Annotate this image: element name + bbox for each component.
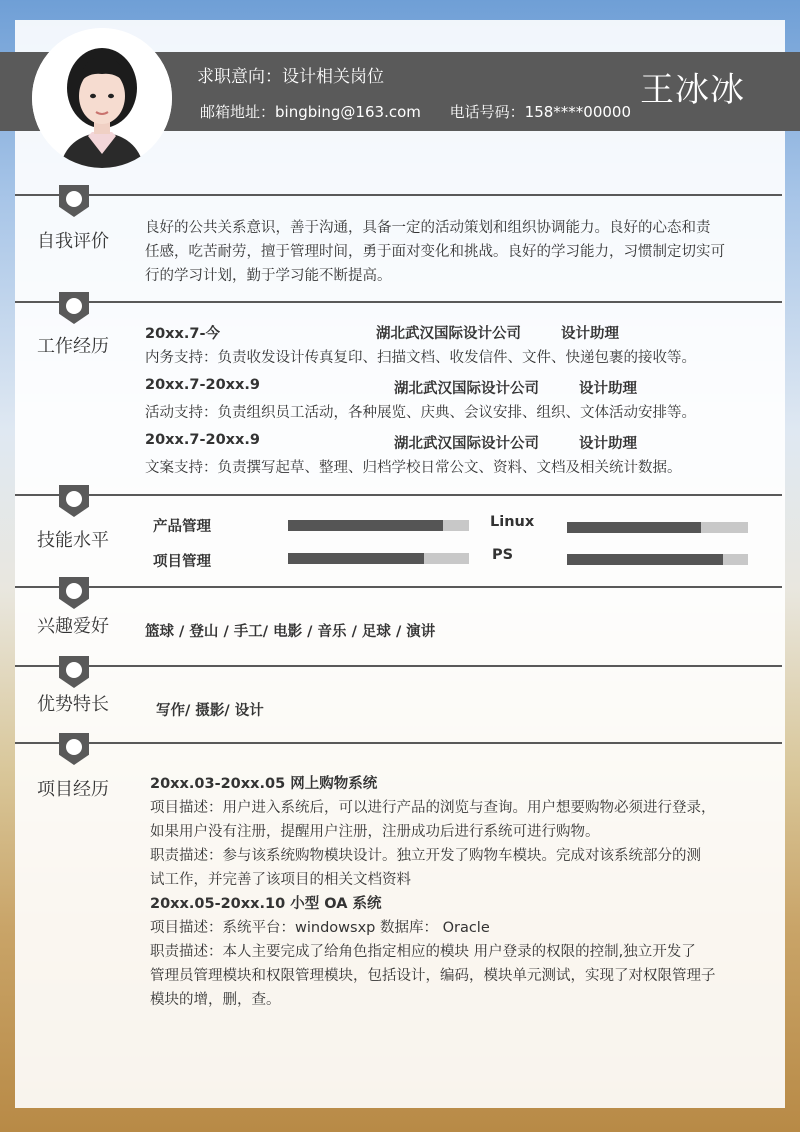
section-divider [15,494,782,496]
skill-bar [567,522,748,533]
work-company: 湖北武汉国际设计公司 [394,436,539,452]
work-date: 20xx.7-20xx.9 [145,377,260,393]
project-line: 项目描述：用户进入系统后，可以进行产品的浏览与查询。用户想要购物必须进行登录， [150,800,716,816]
project-line: 试工作，并完善了该项目的相关文档资料 [150,872,411,888]
project-line: 职责描述：参与该系统购物模块设计。独立开发了购物车模块。完成对该系统部分的测 [150,848,701,864]
project-block [150,772,780,1012]
self-eval-line: 任感，吃苦耐劳，擅于管理时间，勇于面对变化和挑战。良好的学习能力，习惯制定切实可 [145,244,725,260]
profile-photo [32,28,172,168]
skill-bar-fill [288,553,424,564]
hobbies-text: 篮球 / 登山 / 手工/ 电影 / 音乐 / 足球 / 演讲 [145,624,436,640]
project-line: 职责描述：本人主要完成了给角色指定相应的模块 用户登录的权限的控制,独立开发了 [150,944,696,960]
self-eval-line: 良好的公共关系意识，善于沟通，具备一定的活动策划和组织协调能力。良好的心态和责 [145,220,711,236]
self-eval-text [145,216,775,288]
skill-bar-fill [567,554,723,565]
section-title-self: 自我评价 [37,231,109,252]
skill-label: 项目管理 [153,554,211,570]
project-line: 管理员管理模块和权限管理模块，包括设计，编码，模块单元测试，实现了对权限管理子 [150,968,716,984]
skill-label: PS [492,547,514,563]
work-desc: 活动支持：负责组织员工活动，各种展览、庆典、会议安排、组织、文体活动安排等。 [145,405,696,421]
section-title-skills: 技能水平 [37,530,109,551]
project-title: 20xx.03-20xx.05 网上购物系统 [150,776,378,792]
job-target: 求职意向：设计相关岗位 [197,67,384,87]
work-date: 20xx.7-今 [145,326,220,342]
section-divider [15,742,782,744]
section-title-hobby: 兴趣爱好 [37,616,109,637]
work-role: 设计助理 [579,436,637,452]
project-title: 20xx.05-20xx.10 小型 OA 系统 [150,896,382,912]
skill-label: Linux [490,514,535,530]
work-role: 设计助理 [561,326,619,342]
project-line: 模块的增，删，查。 [150,992,281,1008]
phone-text: 电话号码：158****00000 [449,103,632,121]
skill-label: 产品管理 [153,519,211,535]
section-title-strength: 优势特长 [37,694,109,715]
section-title-project: 项目经历 [37,779,109,800]
section-divider [15,586,782,588]
skill-bar [288,553,469,564]
skill-bar [288,520,469,531]
section-divider [15,665,782,667]
self-eval-line: 行的学习计划，勤于学习能不断提高。 [145,268,392,284]
skill-bar [567,554,748,565]
work-desc: 文案支持：负责撰写起草、整理、归档学校日常公文、资料、文档及相关统计数据。 [145,460,682,476]
skill-bar-fill [288,520,443,531]
work-company: 湖北武汉国际设计公司 [376,326,521,342]
contact-line [200,101,631,122]
work-date: 20xx.7-20xx.9 [145,432,260,448]
section-title-work: 工作经历 [37,336,109,357]
project-line: 项目描述：系统平台：windowsxp 数据库： Oracle [150,920,490,936]
skill-bar-fill [567,522,701,533]
work-desc: 内务支持：负责收发设计传真复印、扫描文档、收发信件、文件、快递包裹的接收等。 [145,350,696,366]
work-company: 湖北武汉国际设计公司 [394,381,539,397]
project-line: 如果用户没有注册，提醒用户注册，注册成功后进行系统可进行购物。 [150,824,600,840]
email-text: 邮箱地址：bingbing@163.com [200,103,421,121]
candidate-name: 王冰冰 [640,70,745,110]
strengths-text: 写作/ 摄影/ 设计 [156,703,264,719]
section-divider [15,301,782,303]
section-divider [15,194,782,196]
work-role: 设计助理 [579,381,637,397]
